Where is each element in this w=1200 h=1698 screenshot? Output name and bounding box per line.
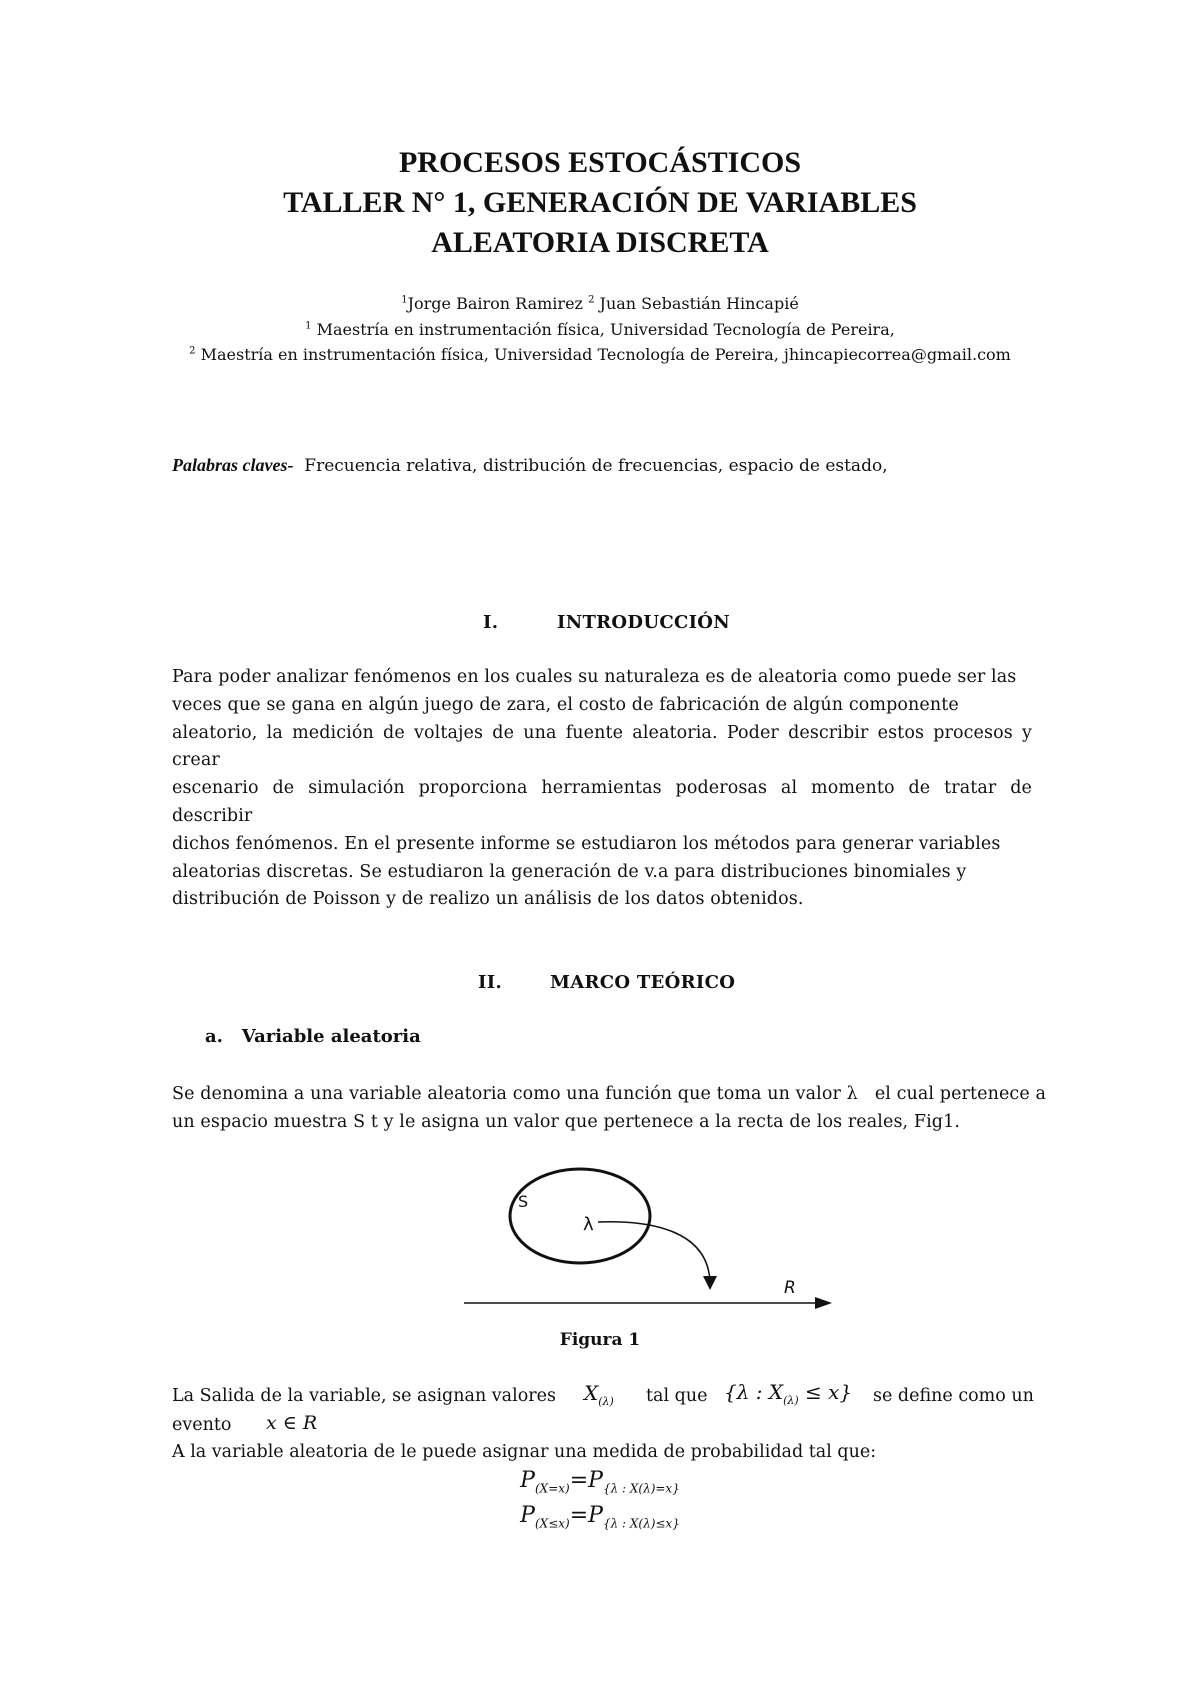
- subsection-a-title: Variable aleatoria: [241, 1026, 421, 1047]
- intro-line: distribución de Poisson y de realizo un análisis de los datos obtenidos.: [172, 889, 804, 910]
- figure-1-diagram: [0, 1160, 1200, 1320]
- intro-line: escenario de simulación proporciona herramientas poderosas al momento de tratar de describir: [172, 778, 1032, 826]
- intro-line: Para poder analizar fenómenos en los cuales su naturaleza es de aleatoria como puede ser las: [172, 667, 1017, 687]
- output-text-4: evento: [172, 1415, 232, 1435]
- affiliation-2-sup: 2: [189, 345, 196, 357]
- equation-2: [0, 1503, 1200, 1530]
- output-text-5: A la variable aleatoria de le puede asignar una medida de probabilidad tal que:: [172, 1442, 877, 1462]
- sample-space-ellipse: [510, 1169, 650, 1263]
- math-event-start: {λ : X: [724, 1380, 784, 1404]
- label-lambda: λ: [583, 1214, 594, 1235]
- section-2-number: II.: [478, 972, 503, 993]
- label-r: R: [784, 1278, 796, 1298]
- section-2-title: MARCO TEÓRICO: [550, 972, 736, 993]
- intro-line: aleatorio, la medición de voltajes de una fuente aleatoria. Poder describir estos procesos y crear: [172, 722, 1032, 771]
- mapping-curve: [598, 1222, 710, 1282]
- eq2-rhs: P: [588, 1503, 603, 1528]
- affiliation-2-text: Maestría en instrumentación física, Universidad Tecnología de Pereira, jhincapiecorrea@gmail.com: [200, 345, 1011, 364]
- output-text-3: se define como un: [873, 1386, 1034, 1406]
- author-2-name: Juan Sebastián Hincapié: [599, 294, 799, 313]
- definition-line: un espacio muestra S t y le asigna un valor que pertenece a la recta de los reales, Fig1.: [172, 1111, 960, 1132]
- figure-1-caption: Figura 1: [559, 1330, 641, 1350]
- keywords-label: Palabras claves-: [172, 455, 294, 475]
- affiliation-1: [0, 320, 1200, 339]
- real-line-arrowhead: [815, 1297, 832, 1309]
- math-event-set: [724, 1380, 852, 1407]
- intro-line: dichos fenómenos. En el presente informe se estudiaron los métodos para generar variables: [172, 833, 1001, 854]
- affiliation-2: [0, 345, 1200, 364]
- mapping-arrowhead: [703, 1276, 717, 1290]
- author-1-sup: 1: [401, 294, 408, 306]
- intro-paragraph: [172, 664, 1032, 914]
- label-s: S: [518, 1192, 529, 1211]
- output-text-2: tal que: [646, 1386, 708, 1406]
- keywords-text: Frecuencia relativa, distribución de frecuencias, espacio de estado,: [304, 456, 888, 476]
- eq2-equals: =: [569, 1503, 589, 1528]
- eq1-lhs-sub: (X=x): [534, 1481, 570, 1496]
- definition-paragraph: [172, 1081, 1046, 1137]
- intro-line: veces que se gana en algún juego de zara, el costo de fabricación de algún componente: [172, 694, 959, 715]
- affiliation-1-sup: 1: [305, 320, 312, 332]
- intro-line: aleatorias discretas. Se estudiaron la generación de v.a para distribuciones binomiales y: [172, 861, 967, 882]
- eq1-rhs: P: [588, 1468, 603, 1493]
- eq1-lhs: P: [520, 1468, 535, 1493]
- eq2-rhs-sub: {λ : X(λ)≤x}: [602, 1516, 680, 1531]
- math-x-lambda: [584, 1381, 614, 1408]
- math-event-sub: (λ): [783, 1394, 799, 1407]
- author-1-name: Jorge Bairon Ramirez: [407, 294, 583, 313]
- subsection-a-number: a.: [205, 1026, 223, 1047]
- title-line-1: PROCESOS ESTOCÁSTICOS: [398, 146, 802, 179]
- eq1-rhs-sub: {λ : X(λ)=x}: [602, 1481, 680, 1496]
- eq2-lhs: P: [520, 1503, 535, 1528]
- math-x-in-r: x ∈ R: [266, 1412, 318, 1434]
- eq2-lhs-sub: (X≤x): [534, 1516, 570, 1531]
- author-2-sup: 2: [588, 294, 595, 306]
- keywords: [172, 455, 888, 476]
- equation-1: [0, 1468, 1200, 1495]
- math-x-base: X: [584, 1381, 599, 1405]
- section-1-number: I.: [483, 612, 499, 633]
- math-x-sub: (λ): [598, 1395, 614, 1408]
- subsection-a: [205, 1026, 421, 1047]
- eq1-equals: =: [569, 1468, 589, 1493]
- math-event-end: ≤ x}: [798, 1380, 853, 1404]
- definition-line: Se denomina a una variable aleatoria como una función que toma un valor λ el cual pertenece a: [172, 1084, 1046, 1104]
- output-text-1: La Salida de la variable, se asignan valores: [172, 1386, 556, 1406]
- title-line-3: ALEATORIA DISCRETA: [431, 226, 769, 259]
- section-1-title: INTRODUCCIÓN: [557, 612, 731, 633]
- authors-line: [0, 294, 1200, 313]
- title-line-2: TALLER N° 1, GENERACIÓN DE VARIABLES: [283, 186, 917, 219]
- affiliation-1-text: Maestría en instrumentación física, Universidad Tecnología de Pereira,: [316, 320, 895, 339]
